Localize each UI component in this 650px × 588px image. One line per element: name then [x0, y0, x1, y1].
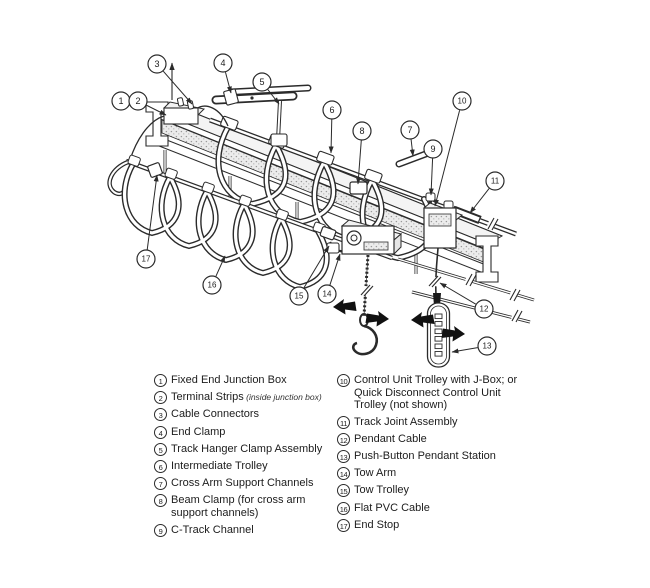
legend-item-label: Beam Clamp (for cross arm support channels) [171, 494, 306, 519]
legend-item-label: Intermediate Trolley [171, 459, 268, 472]
callout-13 [452, 337, 496, 355]
callout-leader-line [147, 175, 157, 250]
legend-column-right [337, 374, 525, 536]
legend-number-badge: 11 [337, 416, 350, 429]
callout-number: 6 [329, 105, 335, 116]
callout-number: 16 [207, 280, 217, 290]
callout-number: 12 [479, 304, 489, 314]
legend-item-7 [154, 477, 350, 490]
legend-item-label: End Stop [354, 518, 400, 531]
callout-number: 3 [154, 59, 160, 70]
callout-leader-line [431, 158, 433, 195]
legend-number-badge: 10 [337, 374, 350, 387]
legend-item-9 [154, 524, 350, 537]
legend-item-label: Push-Button Pendant Station [354, 450, 496, 463]
legend-number-badge: 3 [154, 408, 167, 421]
hoist-boss [347, 231, 361, 245]
legend-number-badge: 14 [337, 467, 350, 480]
callout-leader-line [411, 139, 413, 156]
callout-number: 8 [359, 126, 365, 137]
legend-number-badge: 13 [337, 450, 350, 463]
hoist-chain [360, 255, 373, 316]
legend-item-1 [154, 374, 350, 387]
legend-item-label: Pendant Cable [354, 432, 427, 445]
legend-item-12 [337, 433, 525, 446]
legend-item-14 [337, 467, 525, 480]
callout-leader-line [452, 348, 478, 352]
callout-1 [112, 92, 130, 110]
legend-number-badge: 15 [337, 484, 350, 497]
legend-number-badge: 6 [154, 460, 167, 473]
legend-column-left [154, 374, 350, 541]
callout-number: 9 [430, 144, 436, 155]
legend-number-badge: 4 [154, 426, 167, 439]
legend-item-17 [337, 519, 525, 532]
legend-number-badge: 8 [154, 494, 167, 507]
legend-item-2 [154, 391, 350, 404]
legend-item-label: Cross Arm Support Channels [171, 477, 314, 490]
legend-item-10 [337, 374, 525, 412]
legend-item-label: Tow Trolley [354, 484, 410, 497]
legend-item-label: Fixed End Junction Box [171, 374, 287, 386]
legend-item-8 [154, 494, 350, 519]
legend-item-label: Cable Connectors [171, 408, 260, 421]
callout-6 [323, 101, 341, 153]
legend-item-label: Control Unit Trolley with J-Box; or Quick Disconnect Control Unit Trolley (not shown) [354, 374, 518, 411]
legend-item-label: End Clamp [171, 425, 226, 438]
hoist-trolley [333, 220, 401, 354]
callout-leader-line [331, 119, 332, 153]
legend-item-note: (inside junction box) [243, 392, 322, 403]
callout-17 [137, 175, 157, 268]
callout-7 [401, 121, 419, 156]
callout-number: 10 [457, 96, 467, 106]
callout-3 [148, 55, 192, 104]
callout-11 [470, 172, 504, 213]
callout-number: 14 [322, 289, 332, 299]
legend-number-badge: 9 [154, 524, 167, 537]
callout-number: 7 [407, 125, 413, 136]
callout-4 [214, 54, 232, 93]
legend-item-label: Tow Arm [354, 467, 397, 480]
legend-number-badge: 5 [154, 443, 167, 456]
legend-item-16 [337, 502, 525, 515]
legend-item-label: C-Track Channel [171, 523, 254, 536]
callout-number: 4 [220, 58, 226, 69]
callout-leader-line [330, 254, 340, 285]
legend-number-badge: 12 [337, 433, 350, 446]
legend-item-4 [154, 426, 350, 439]
legend-item-11 [337, 416, 525, 429]
legend-item-13 [337, 450, 525, 463]
callout-number: 13 [482, 341, 492, 351]
legend-item-label: Flat PVC Cable [354, 501, 430, 514]
legend-number-badge: 7 [154, 477, 167, 490]
callout-number: 2 [135, 96, 141, 107]
callout-number: 15 [294, 291, 304, 301]
travel-arrow-right-icon [366, 311, 390, 327]
callout-9 [424, 140, 442, 195]
legend-item-label: Track Hanger Clamp Assembly [171, 442, 323, 455]
track-hanger-clamp [271, 101, 287, 146]
callout-number: 17 [141, 254, 151, 264]
legend-number-badge: 1 [154, 374, 167, 387]
legend-number-badge: 2 [154, 391, 167, 404]
legend-item-5 [154, 443, 350, 456]
callout-leader-line [470, 188, 489, 213]
legend-item-6 [154, 460, 350, 473]
callout-number: 5 [259, 77, 265, 88]
legend-number-badge: 17 [337, 519, 350, 532]
legend-item-15 [337, 484, 525, 497]
callout-number: 1 [118, 96, 124, 107]
travel-arrow-left-icon [333, 299, 357, 315]
legend-item-label: Track Joint Assembly [354, 415, 458, 428]
callout-leader-line [435, 110, 460, 206]
callout-number: 11 [490, 176, 500, 186]
legend-number-badge: 16 [337, 502, 350, 515]
legend-item-label: Terminal Strips (inside junction box) [171, 391, 322, 404]
legend-item-3 [154, 408, 350, 421]
